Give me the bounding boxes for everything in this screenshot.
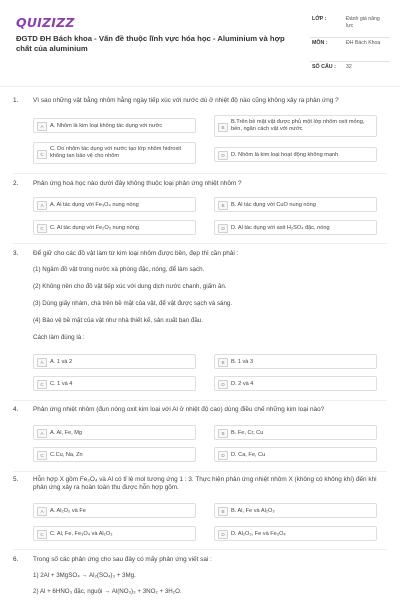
option-text: A. Al tác dụng với Fe₃O₄ nung nóng bbox=[50, 202, 139, 208]
option-text: D. Al₂O₃, Fe và Fe₃O₄ bbox=[231, 531, 286, 537]
answer-option-b[interactable] bbox=[214, 115, 377, 137]
option-text: A. Al, Fe, Mg bbox=[50, 430, 83, 436]
option-letter: C bbox=[37, 150, 47, 159]
option-letter: D bbox=[218, 530, 228, 539]
option-text: B. 1 và 3 bbox=[231, 359, 254, 365]
meta-label: LỚP : bbox=[312, 16, 327, 22]
option-letter: C bbox=[37, 530, 47, 539]
answer-option-c[interactable] bbox=[33, 220, 196, 235]
option-letter: A bbox=[37, 122, 47, 131]
option-text: D. Nhôm là kim loại hoạt động không mạnh bbox=[231, 152, 339, 158]
worksheet-title: ĐGTD ĐH Bách khoa - Vấn đề thuộc lĩnh vực hóa học - Aluminium và hợp chất của aluminium bbox=[16, 34, 285, 53]
statement-line: 2) Al + 6HNO₃ đặc, nguội → Al(NO₃)₃ + 3NO₂ + 3H₂O. bbox=[33, 588, 182, 595]
answer-option-a[interactable] bbox=[33, 503, 196, 518]
meta-row-count bbox=[310, 62, 390, 85]
answer-option-b[interactable] bbox=[214, 503, 377, 518]
quizizz-logo: QUIZIZZ bbox=[16, 15, 75, 30]
question-number: 5. bbox=[13, 476, 19, 483]
meta-value: Đánh giá năng lực bbox=[346, 16, 380, 29]
meta-row-subject bbox=[310, 38, 390, 62]
question-stem: Phản ứng hoá học nào dưới đây không thuộc loại phản ứng nhiệt nhôm ? bbox=[33, 180, 242, 187]
statement-line: (1) Ngâm đồ vật trong nước xà phòng đặc, nóng, để làm sạch. bbox=[33, 266, 205, 273]
question-divider bbox=[13, 400, 387, 401]
answer-option-d[interactable] bbox=[214, 147, 377, 162]
option-letter: C bbox=[37, 224, 47, 233]
question-number: 3. bbox=[13, 250, 19, 257]
instruction-line: Cách làm đúng là : bbox=[33, 334, 85, 341]
answer-option-b[interactable] bbox=[214, 354, 377, 369]
statement-line: (4) Bảo vệ bề mặt của vật như nhà thiết kế, sản xuất ban đầu. bbox=[33, 317, 203, 324]
option-letter: B bbox=[218, 358, 228, 367]
question-divider bbox=[13, 471, 387, 472]
meta-label: MÔN : bbox=[312, 40, 328, 46]
option-text: C.Cu, Na, Zn bbox=[50, 452, 83, 458]
question-divider bbox=[13, 549, 387, 550]
meta-label: SỐ CÂU : bbox=[312, 64, 336, 70]
answer-option-c[interactable] bbox=[33, 447, 196, 462]
statement-line: (3) Dùng giấy nhám, chà trên bề mặt của vật, để vật được sạch và sáng. bbox=[33, 300, 233, 307]
question-stem: Phản ứng nhiệt nhôm (đun nóng oxit kim loại với Al ở nhiệt độ cao) dùng điều chế những kim loại nào? bbox=[33, 406, 325, 413]
question-stem: Để giữ cho các đồ vật làm từ kim loại nhôm được bền, đẹp thì cần phải : bbox=[33, 250, 239, 257]
answer-option-a[interactable] bbox=[33, 118, 196, 133]
answer-option-d[interactable] bbox=[214, 526, 377, 541]
option-letter: A bbox=[37, 429, 47, 438]
statement-line: (2) Không nên cho đồ vật tiếp xúc với dung dịch nước chanh, giấm ăn. bbox=[33, 283, 227, 290]
option-letter: D bbox=[218, 451, 228, 460]
answer-option-a[interactable] bbox=[33, 197, 196, 212]
option-letter: A bbox=[37, 201, 47, 210]
worksheet-header bbox=[0, 0, 400, 88]
option-text: B. Al, Fe và Al₂O₃ bbox=[231, 508, 275, 514]
option-text: B. Al tác dụng với CuO nung nóng bbox=[231, 202, 316, 208]
option-letter: A bbox=[37, 358, 47, 367]
option-letter: D bbox=[218, 151, 228, 160]
option-text: A. Al₂O₃ và Fe bbox=[50, 508, 86, 514]
option-letter: B bbox=[218, 429, 228, 438]
option-letter: C bbox=[37, 380, 47, 389]
option-text: C. Al, Fe, Fe₃O₄ và Al₂O₃ bbox=[50, 531, 113, 537]
option-text: D. Ca, Fe, Cu bbox=[231, 452, 266, 458]
answer-option-d[interactable] bbox=[214, 220, 377, 235]
option-letter: A bbox=[37, 507, 47, 516]
option-text: A. 1 và 2 bbox=[50, 359, 73, 365]
question-stem: Vì sao những vật bằng nhôm hằng ngày tiếp xúc với nước dù ở nhiệt độ nào cũng không xảy ra phản ứng ? bbox=[33, 97, 339, 104]
option-text: B.Trên bề mặt vật được phủ một lớp nhôm oxit mỏng, bền, ngăn cách vật với nước bbox=[231, 119, 365, 132]
statement-line: 1) 2Al + 3MgSO₄ → Al₂(SO₄)₃ + 3Mg. bbox=[33, 572, 136, 579]
option-letter: C bbox=[37, 451, 47, 460]
meta-box bbox=[310, 14, 390, 85]
answer-option-c[interactable] bbox=[33, 376, 196, 391]
question-number: 4. bbox=[13, 406, 19, 413]
option-text: B. Fe, Cr, Cu bbox=[231, 430, 264, 436]
answer-option-a[interactable] bbox=[33, 425, 196, 440]
option-text: D. Al tác dụng với axit H₂SO₄ đặc, nóng bbox=[231, 225, 330, 231]
question-number: 1. bbox=[13, 97, 19, 104]
answer-option-c[interactable] bbox=[33, 142, 196, 164]
meta-value: ĐH Bách Khoa bbox=[346, 40, 381, 46]
option-letter: B bbox=[218, 201, 228, 210]
option-letter: D bbox=[218, 224, 228, 233]
answer-option-c[interactable] bbox=[33, 526, 196, 541]
meta-value: 32 bbox=[346, 64, 352, 70]
option-text: C. Do nhôm tác dụng với nước tạo lớp nhôm hidroxit không tan bảo vệ cho nhôm bbox=[50, 146, 182, 159]
question-number: 6. bbox=[13, 556, 19, 563]
answer-option-b[interactable] bbox=[214, 197, 377, 212]
option-letter: D bbox=[218, 380, 228, 389]
option-letter: B bbox=[218, 507, 228, 516]
question-divider bbox=[13, 173, 387, 174]
question-number: 2. bbox=[13, 180, 19, 187]
option-letter: B bbox=[218, 123, 228, 132]
answer-option-b[interactable] bbox=[214, 425, 377, 440]
meta-row-class bbox=[310, 14, 390, 38]
option-text: D. 2 và 4 bbox=[231, 381, 254, 387]
option-text: C. Al tác dụng với Fe₂O₃ nung nóng bbox=[50, 225, 139, 231]
question-stem: Hỗn hợp X gồm Fe₃O₄ và Al có tỉ lệ mol tương ứng 1 : 3. Thực hiện phản ứng nhiệt nhôm X (không có không khí) đến khi phản ứng xảy ra hoàn toàn thu được hỗn hợp gồm. bbox=[33, 476, 377, 491]
answer-option-d[interactable] bbox=[214, 376, 377, 391]
option-text: A. Nhôm là kim loại không tác dụng với nước bbox=[50, 123, 163, 129]
answer-option-d[interactable] bbox=[214, 447, 377, 462]
answer-option-a[interactable] bbox=[33, 354, 196, 369]
question-stem: Trong số các phản ứng cho sau đây có mấy phản ứng viết sai : bbox=[33, 556, 212, 563]
header-divider bbox=[0, 86, 400, 87]
question-divider bbox=[13, 243, 387, 244]
option-text: C. 1 và 4 bbox=[50, 381, 73, 387]
